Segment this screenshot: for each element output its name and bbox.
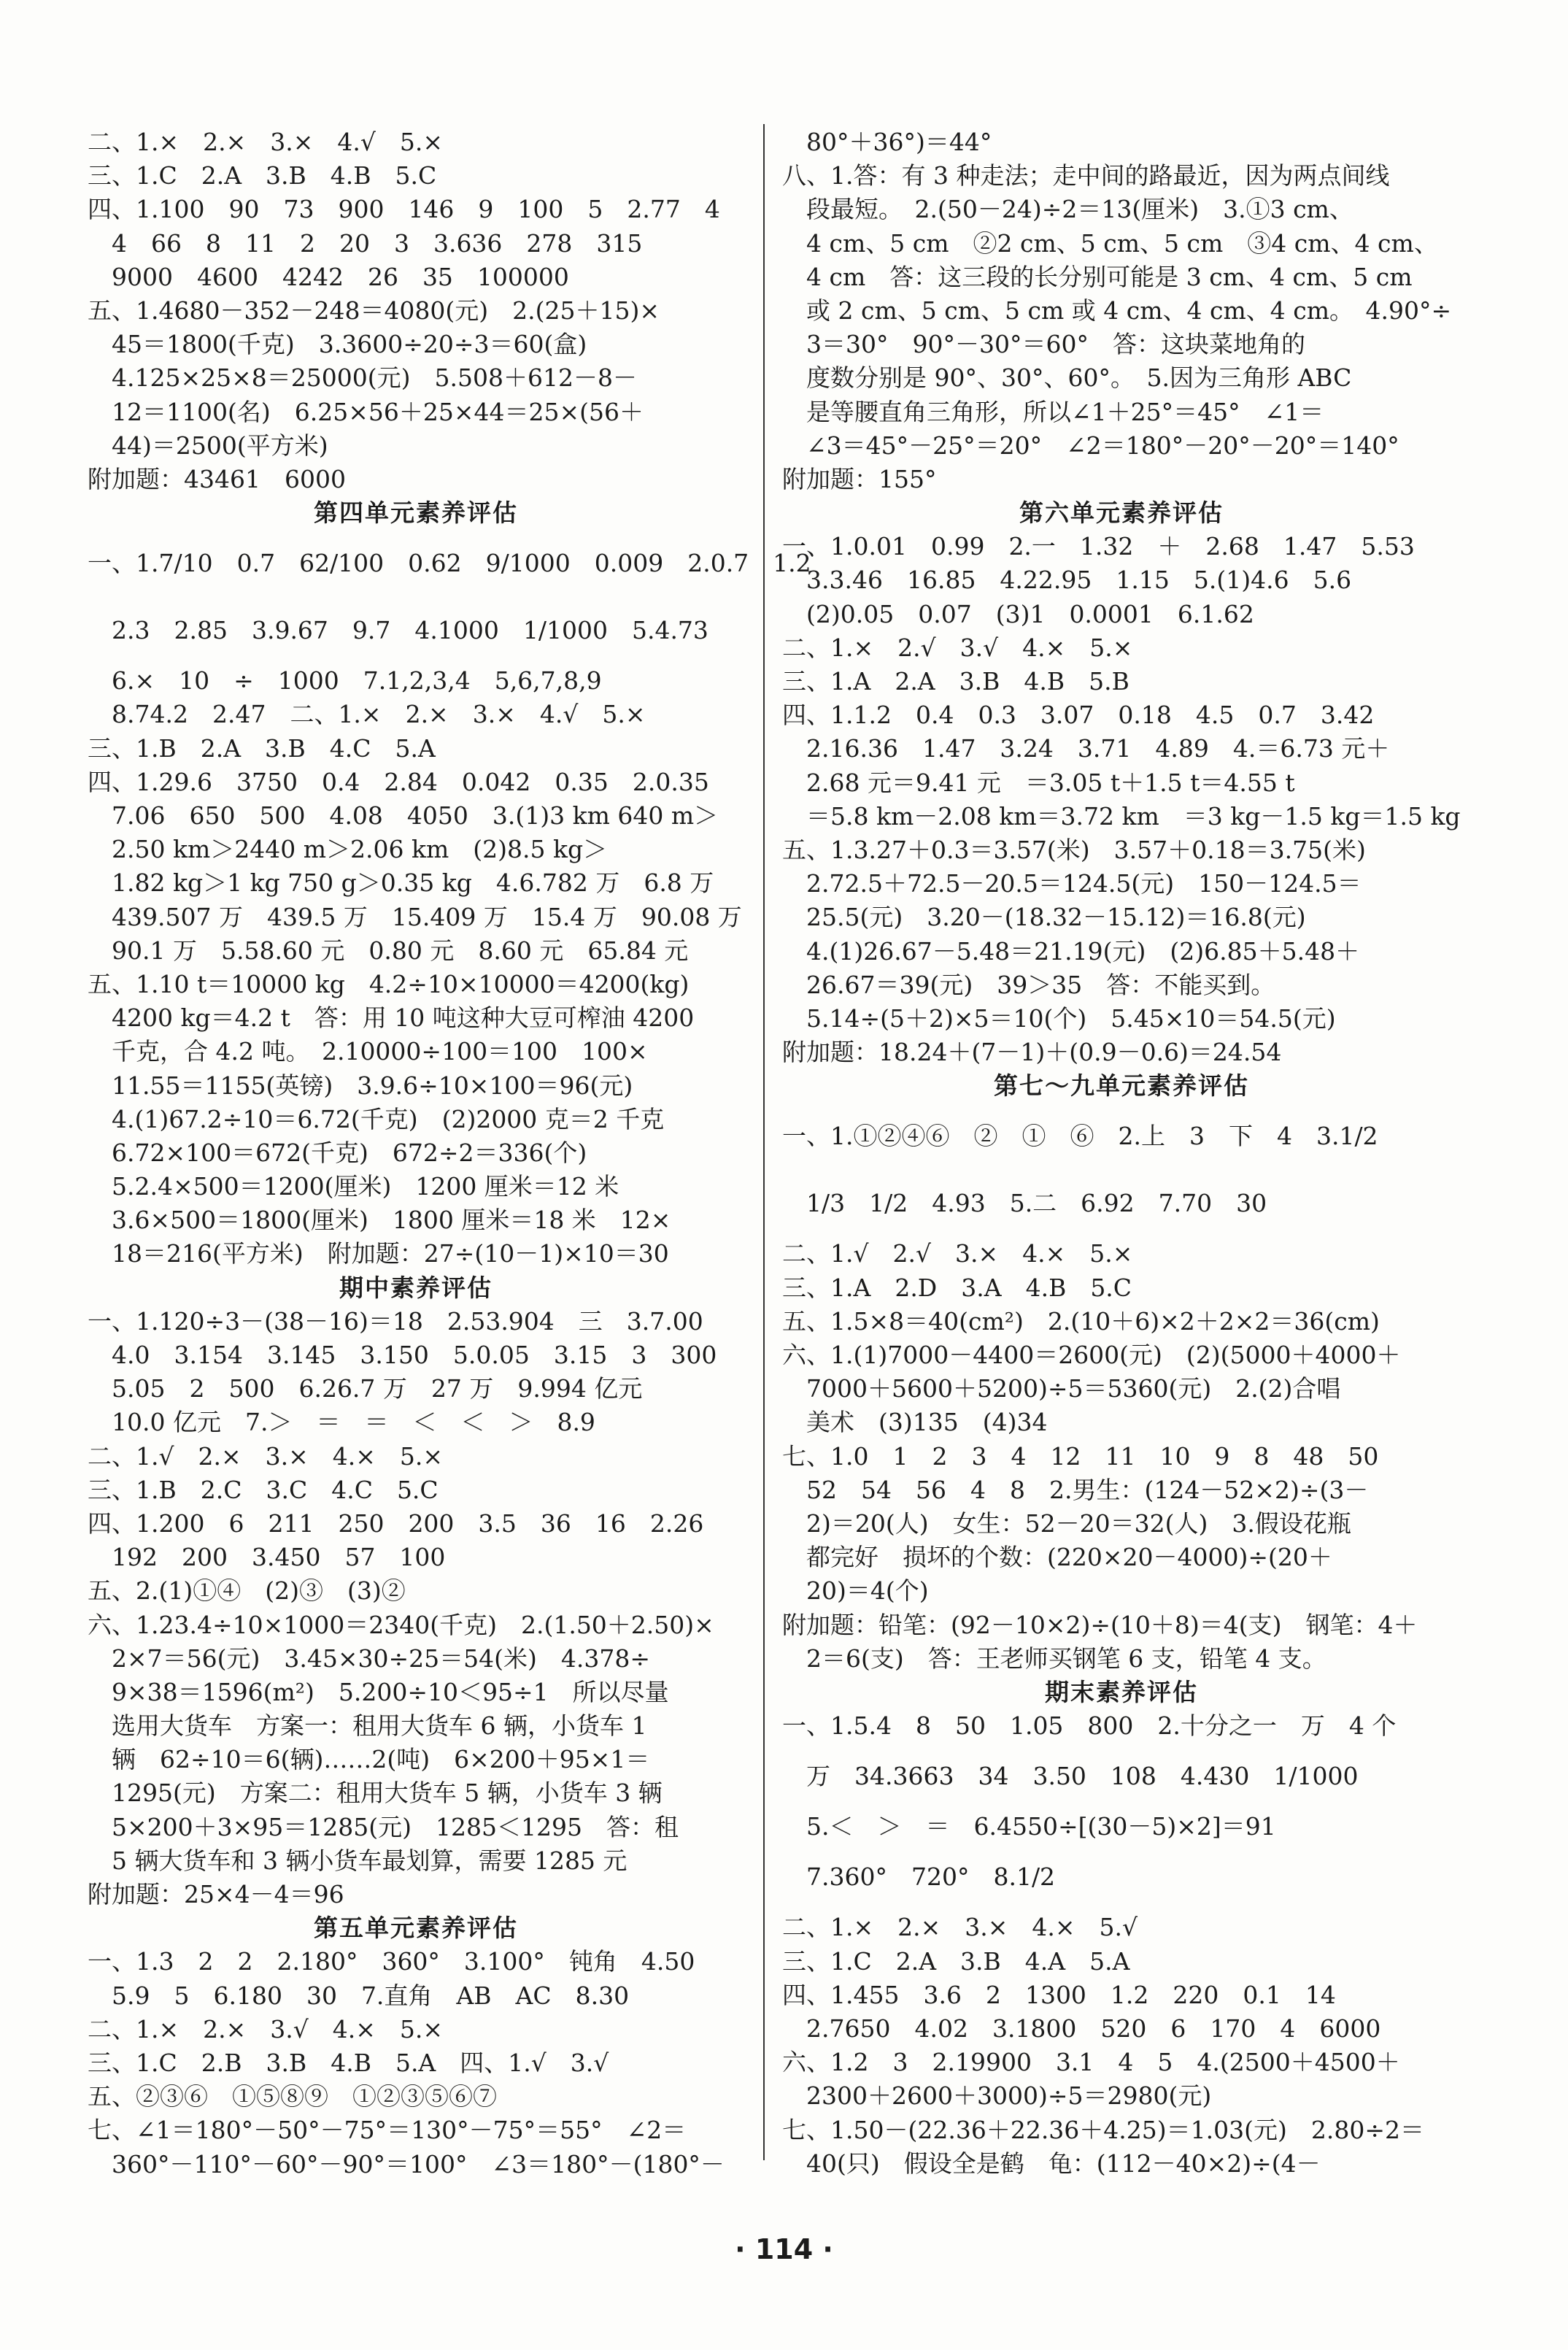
answer-line: 4200 kg＝4.2 t 答：用 10 吨这种大豆可榨油 4200 [88, 1003, 695, 1033]
answer-line: 4 66 8 11 2 20 3 3.636 278 315 [88, 228, 643, 258]
answer-line: 4 cm 答：这三段的长分别可能是 3 cm、4 cm、5 cm [782, 262, 1413, 291]
answer-line: 2.68 元＝9.41 元 ＝3.05 t＋1.5 t＝4.55 t [782, 768, 1295, 797]
section-heading: 第六单元素养评估 [1019, 498, 1224, 528]
answer-line: 5 辆大货车和 3 辆小货车最划算，需要 1285 元 [88, 1846, 627, 1875]
answer-line: 度数分别是 90°、30°、60°。 5.因为三角形 ABC [782, 363, 1352, 393]
answer-line: 2.7650 4.02 3.1800 520 6 170 4 6000 [782, 2014, 1381, 2043]
answer-line: 4.(1)67.2÷10＝6.72(千克) (2)2000 克＝2 千克 [88, 1104, 665, 1133]
answer-line: 四、1.455 3.6 2 1300 1.2 220 0.1 14 [782, 1980, 1336, 2009]
answer-line: 1/3 1/2 4.93 5.二 6.92 7.70 30 [782, 1189, 1267, 1218]
answer-line: 三、1.C 2.A 3.B 4.A 5.A [782, 1946, 1130, 1976]
answer-line: 二、1.√ 2.× 3.× 4.× 5.× [88, 1441, 444, 1471]
answer-line: 2.3 2.85 3.9.67 9.7 4.1000 1/1000 5.4.73 [88, 616, 708, 645]
answer-line: 1.82 kg＞1 kg 750 g＞0.35 kg 4.6.782 万 6.8 万 [88, 868, 714, 898]
answer-line: 192 200 3.450 57 100 [88, 1543, 446, 1572]
answer-line: 2×7＝56(元) 3.45×30÷25＝54(米) 4.378÷ [88, 1644, 651, 1673]
answer-line: 5.2.4×500＝1200(厘米) 1200 厘米＝12 米 [88, 1172, 619, 1201]
answer-line: 11.55＝1155(英镑) 3.9.6÷10×100＝96(元) [88, 1071, 633, 1100]
answer-line: 26.67＝39(元) 39＞35 答：不能买到。 [782, 970, 1275, 999]
answer-line: 八、1.答：有 3 种走法；走中间的路最近，因为两点间线 [782, 161, 1390, 190]
answer-line: 7000＋5600＋5200)÷5＝5360(元) 2.(2)合唱 [782, 1374, 1341, 1403]
answer-line: 360°－110°－60°－90°＝100° ∠3＝180°－(180°－ [88, 2149, 725, 2178]
answer-line: 千克，合 4.2 吨。 2.10000÷100＝100 100× [88, 1037, 648, 1066]
answer-line: 5.＜ ＞ ＝ 6.4550÷[(30－5)×2]＝91 [782, 1812, 1276, 1841]
answer-line: 5.14÷(5＋2)×5＝10(个) 5.45×10＝54.5(元) [782, 1003, 1336, 1033]
answer-line: 2.50 km＞2440 m＞2.06 km (2)8.5 kg＞ [88, 835, 608, 864]
right-answer-column [782, 126, 1461, 2181]
answer-line: 9000 4600 4242 26 35 100000 [88, 262, 569, 291]
answer-line: 10.0 亿元 7.＞ ＝ ＝ ＜ ＜ ＞ 8.9 [88, 1408, 595, 1437]
answer-line: 附加题：铅笔：(92－10×2)÷(10＋8)＝4(支) 钢笔：4＋ [782, 1610, 1418, 1639]
answer-line: (2)0.05 0.07 (3)1 0.0001 6.1.62 [782, 599, 1254, 628]
answer-line: 五、1.10 t＝10000 kg 4.2÷10×10000＝4200(kg) [88, 969, 690, 998]
answer-line: 12＝1100(名) 6.25×56＋25×44＝25×(56＋ [88, 397, 644, 426]
answer-line: 附加题：43461 6000 [88, 464, 346, 493]
answer-line: 5.05 2 500 6.26.7 万 27 万 9.994 亿元 [88, 1374, 643, 1403]
answer-line: 25.5(元) 3.20－(18.32－15.12)＝16.8(元) [782, 903, 1306, 932]
answer-line: 439.507 万 439.5 万 15.409 万 15.4 万 90.08 万 [88, 902, 742, 931]
section-heading: 第七～九单元素养评估 [994, 1071, 1249, 1101]
answer-line: 3.3.46 16.85 4.22.95 1.15 5.(1)4.6 5.6 [782, 566, 1352, 595]
answer-line: 6.× 10 ÷ 1000 7.1,2,3,4 5,6,7,8,9 [88, 666, 602, 696]
answer-line: 一、1.5.4 8 50 1.05 800 2.十分之一 万 4 个 [782, 1711, 1397, 1741]
answer-line: 一、1.120÷3－(38－16)＝18 2.53.904 三 3.7.00 [88, 1306, 703, 1336]
answer-line: 44)＝2500(平方米) [88, 431, 328, 460]
answer-line: 二、1.√ 2.√ 3.× 4.× 5.× [782, 1239, 1133, 1268]
answer-line: 六、1.(1)7000－4400＝2600(元) (2)(5000＋4000＋ [782, 1341, 1401, 1369]
answer-line: 美术 (3)135 (4)34 [782, 1408, 1048, 1437]
answer-line: ∠3＝45°－25°＝20° ∠2＝180°－20°－20°＝140° [782, 431, 1399, 460]
answer-line: 三、1.C 2.B 3.B 4.B 5.A 四、1.√ 3.√ [88, 2048, 609, 2077]
answer-line: 2.16.36 1.47 3.24 3.71 4.89 4.＝6.73 元＋ [782, 734, 1390, 763]
answer-line: 五、1.4680－352－248＝4080(元) 2.(25＋15)× [88, 296, 660, 325]
answer-line: 5×200＋3×95＝1285(元) 1285＜1295 答：租 [88, 1812, 679, 1841]
answer-line: 18＝216(平方米) 附加题：27÷(10－1)×10＝30 [88, 1239, 669, 1268]
section-heading: 期末素养评估 [1045, 1677, 1198, 1706]
answer-line: 四、1.1.2 0.4 0.3 3.07 0.18 4.5 0.7 3.42 [782, 701, 1375, 730]
answer-line: 附加题：25×4－4＝96 [88, 1880, 344, 1908]
answer-line: 二、1.× 2.× 3.× 4.√ 5.× [88, 128, 444, 156]
answer-line: 四、1.29.6 3750 0.4 2.84 0.042 0.35 2.0.35 [88, 767, 709, 796]
section-heading: 期中素养评估 [339, 1273, 493, 1302]
page-number: · 114 · [735, 2233, 833, 2265]
answer-line: 一、1.7/10 0.7 62/100 0.62 9/1000 0.009 2.0.7 1.2 [88, 549, 811, 578]
answer-line: 七、∠1＝180°－50°－75°＝130°－75°＝55° ∠2＝ [88, 2116, 687, 2145]
answer-line: 8.74.2 2.47 二、1.× 2.× 3.× 4.√ 5.× [88, 700, 646, 729]
answer-line: 90.1 万 5.58.60 元 0.80 元 8.60 元 65.84 元 [88, 936, 689, 965]
answer-line: 二、1.× 2.× 3.× 4.× 5.√ [782, 1913, 1138, 1942]
answer-line: 三、1.B 2.C 3.C 4.C 5.C [88, 1475, 439, 1504]
section-heading: 第五单元素养评估 [314, 1914, 518, 1943]
answer-line: 1295(元) 方案二：租用大货车 5 辆，小货车 3 辆 [88, 1779, 663, 1808]
answer-line: 五、1.3.27＋0.3＝3.57(米) 3.57＋0.18＝3.75(米) [782, 835, 1366, 864]
answer-line: 6.72×100＝672(千克) 672÷2＝336(个) [88, 1138, 587, 1167]
answer-line: 辆 62÷10＝6(辆)……2(吨) 6×200＋95×1＝ [88, 1745, 650, 1774]
answer-line: 一、1.3 2 2 2.180° 360° 3.100° 钝角 4.50 [88, 1947, 695, 1976]
answer-line: 45＝1800(千克) 3.3600÷20÷3＝60(盒) [88, 330, 587, 359]
answer-line: 万 34.3663 34 3.50 108 4.430 1/1000 [782, 1762, 1359, 1791]
answer-line: 七、1.50－(22.36＋22.36＋4.25)＝1.03(元) 2.80÷2＝ [782, 2115, 1424, 2144]
answer-line: ＝5.8 km－2.08 km＝3.72 km ＝3 kg－1.5 kg＝1.5 kg [782, 801, 1461, 831]
answer-line: 或 2 cm、5 cm、5 cm 或 4 cm、4 cm、4 cm。 4.90°÷ [782, 296, 1452, 325]
answer-line: 附加题：155° [782, 464, 937, 493]
answer-line: 2.72.5＋72.5－20.5＝124.5(元) 150－124.5＝ [782, 869, 1362, 898]
answer-line: 五、2.(1)①④ (2)③ (3)② [88, 1576, 406, 1606]
answer-line: 4.0 3.154 3.145 3.150 5.0.05 3.15 3 300 [88, 1341, 717, 1369]
answer-line: 都完好 损坏的个数：(220×20－4000)÷(20＋ [782, 1543, 1332, 1572]
answer-line: 5.9 5 6.180 30 7.直角 AB AC 8.30 [88, 1981, 630, 2010]
answer-line: 2300＋2600＋3000)÷5＝2980(元) [782, 2081, 1212, 2111]
answer-line: 9×38＝1596(m²) 5.200÷10＜95÷1 所以尽量 [88, 1677, 669, 1706]
answer-line: 3.6×500＝1800(厘米) 1800 厘米＝18 米 12× [88, 1206, 671, 1235]
answer-line: 80°＋36°)＝44° [782, 128, 992, 156]
answer-line: 二、1.× 2.× 3.√ 4.× 5.× [88, 2014, 444, 2043]
answer-line: 4.(1)26.67－5.48＝21.19(元) (2)6.85＋5.48＋ [782, 936, 1360, 966]
section-heading: 第四单元素养评估 [314, 498, 518, 528]
answer-line: 一、1.0.01 0.99 2.一 1.32 ＋ 2.68 1.47 5.53 [782, 532, 1415, 561]
answer-line: 4 cm、5 cm ②2 cm、5 cm、5 cm ③4 cm、4 cm、 [782, 228, 1438, 258]
answer-line: 4.125×25×8＝25000(元) 5.508＋612－8－ [88, 363, 637, 393]
answer-line: 六、1.23.4÷10×1000＝2340(千克) 2.(1.50＋2.50)× [88, 1610, 714, 1639]
answer-line: 五、②③⑥ ①⑤⑧⑨ ①②③⑤⑥⑦ [88, 2082, 497, 2111]
answer-line: 五、1.5×8＝40(cm²) 2.(10＋6)×2＋2×2＝36(cm) [782, 1306, 1380, 1336]
left-answer-column [88, 126, 811, 2181]
answer-line: 附加题：18.24＋(7－1)＋(0.9－0.6)＝24.54 [782, 1038, 1282, 1067]
answer-line: 三、1.C 2.A 3.B 4.B 5.C [88, 161, 437, 190]
answer-line: 2)＝20(人) 女生：52－20＝32(人) 3.假设花瓶 [782, 1509, 1351, 1538]
answer-line: 3＝30° 90°－30°＝60° 答：这块菜地角的 [782, 330, 1305, 359]
answer-line: 是等腰直角三角形，所以∠1＋25°＝45° ∠1＝ [782, 397, 1324, 426]
answer-line: 段最短。 2.(50－24)÷2＝13(厘米) 3.①3 cm、 [782, 195, 1353, 224]
answer-line: 7.360° 720° 8.1/2 [782, 1862, 1056, 1892]
answer-line: 二、1.× 2.√ 3.√ 4.× 5.× [782, 633, 1133, 662]
answer-line: 七、1.0 1 2 3 4 12 11 10 9 8 48 50 [782, 1441, 1379, 1471]
answer-line: 一、1.①②④⑥ ② ① ⑥ 2.上 3 下 4 3.1/2 [782, 1122, 1378, 1151]
answer-line: 三、1.A 2.A 3.B 4.B 5.B [782, 667, 1129, 696]
answer-line: 40(只) 假设全是鹤 龟：(112－40×2)÷(4－ [782, 2149, 1321, 2178]
answer-line: 三、1.A 2.D 3.A 4.B 5.C [782, 1273, 1132, 1302]
answer-line: 六、1.2 3 2.19900 3.1 4 5 4.(2500＋4500＋ [782, 2048, 1400, 2077]
answer-line: 20)＝4(个) [782, 1576, 929, 1606]
answer-line: 7.06 650 500 4.08 4050 3.(1)3 km 640 m＞ [88, 801, 719, 830]
answer-line: 2＝6(支) 答：王老师买钢笔 6 支，铅笔 4 支。 [782, 1644, 1326, 1673]
column-divider [763, 124, 765, 2160]
answer-line: 四、1.200 6 211 250 200 3.5 36 16 2.26 [88, 1509, 704, 1538]
answer-line: 52 54 56 4 8 2.男生：(124－52×2)÷(3－ [782, 1475, 1369, 1504]
answer-line: 选用大货车 方案一：租用大货车 6 辆，小货车 1 [88, 1711, 647, 1741]
answer-line: 三、1.B 2.A 3.B 4.C 5.A [88, 733, 436, 763]
answer-line: 四、1.100 90 73 900 146 9 100 5 2.77 4 [88, 195, 720, 224]
